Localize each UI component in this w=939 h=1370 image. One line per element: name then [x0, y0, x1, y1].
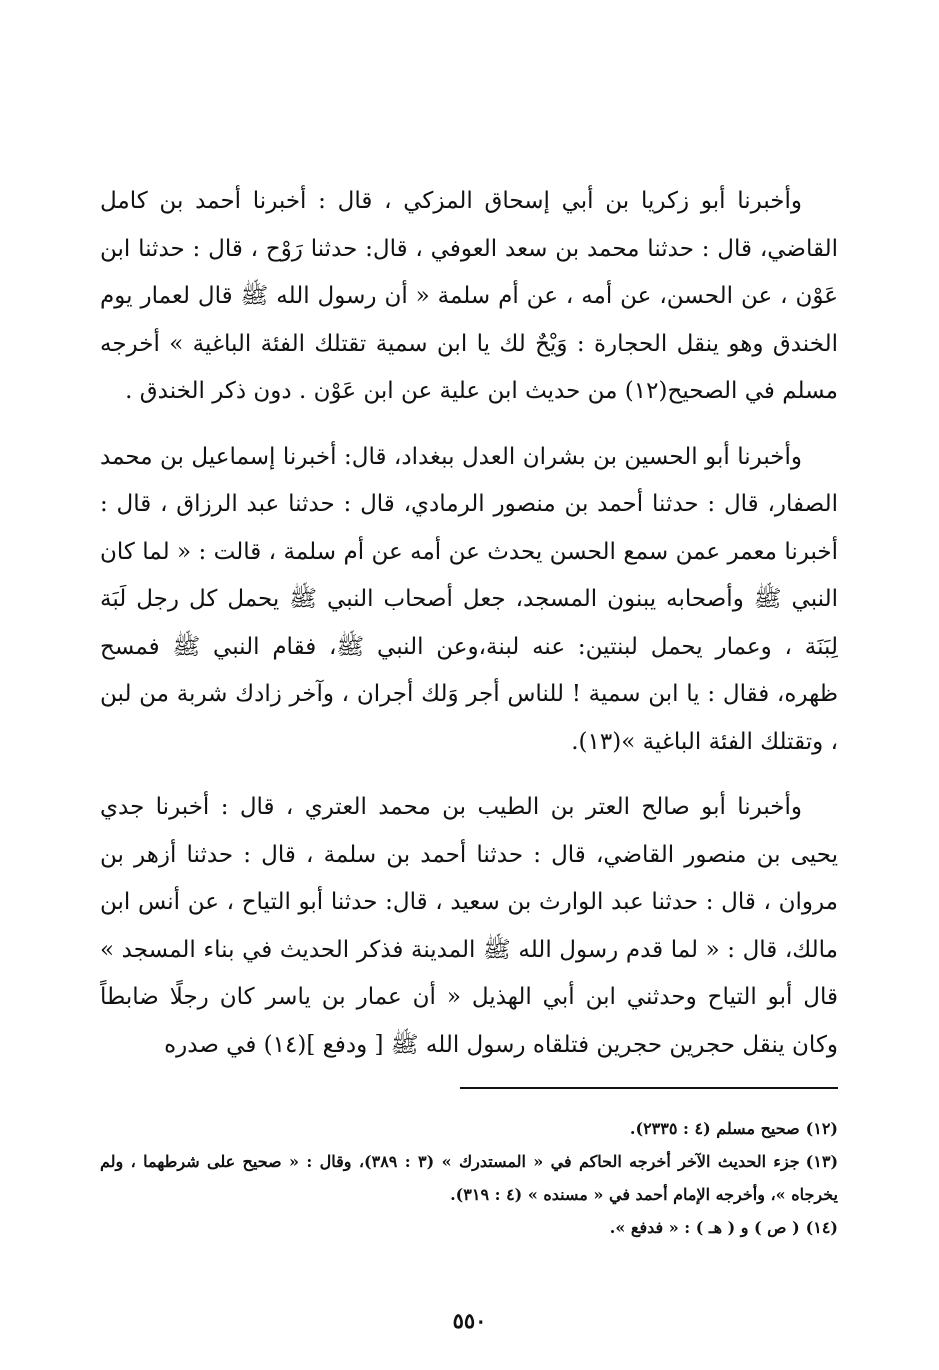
- paragraph-3: وأخبرنا أبو صالح العتر بن الطيب بن محمد العتري ، قال : أخبرنا جدي يحيى بن منصور القاضي، قال : حدثنا أحمد بن سلمة ، قال : حدثنا أزهر بن مروان ، قال : حدثنا عبد الوارث بن سعيد ، قال: حدثنا أبو التياح ، عن أنس ابن مالك، قال : « لما قدم رسول الله ﷺ المدينة فذكر الحديث في بناء المسجد » قال أبو التياح وحدثني ابن أبي الهذيل « أن عمار بن ياسر كان رجلًا ضابطاً وكان ينقل حجرين حجرين فتلقاه رسول الله ﷺ [ ودفع ](١٤) في صدره: [100, 794, 838, 1058]
- main-text-body: [100, 178, 838, 1069]
- footnotes-section: [100, 1112, 838, 1244]
- page-number: ٥٥٠: [452, 1308, 487, 1333]
- footnote-12: [100, 1112, 838, 1145]
- paragraph-2: وأخبرنا أبو الحسين بن بشران العدل ببغداد، قال: أخبرنا إسماعيل بن محمد الصفار، قال : حدثنا أحمد بن منصور الرمادي، قال : حدثنا عبد الرزاق ، قال : أخبرنا معمر عمن سمع الحسن يحدث عن أمه عن أم سلمة ، قالت : « لما كان النبي ﷺ وأصحابه يبنون المسجد، جعل أصحاب النبي ﷺ يحمل كل رجل لَبَة لِبَنَة ، وعمار يحمل لبنتين: عنه لبنة،وعن النبي ﷺ، فقام النبي ﷺ فمسح ظهره، فقال : يا ابن سمية ! للناس أجر وَلك أجران ، وآخر زادك شربة من لبن ، وتقتلك الفئة الباغية »(١٣).: [100, 443, 838, 755]
- footnote-text: جزء الحديث الآخر أخرجه الحاكم في « المستدرك » (٣ : ٣٨٩)، وقال : « صحيح على شرطهما ، ولم يخرجاه »، وأخرجه الإمام أحمد في « مسنده » (٤ : ٣١٩).: [100, 1152, 838, 1204]
- footnote-label: (١٣): [805, 1152, 839, 1171]
- footnote-14: [100, 1211, 838, 1244]
- paragraph-1: وأخبرنا أبو زكريا بن أبي إسحاق المزكي ، قال : أخبرنا أحمد بن كامل القاضي، قال : حدثنا محمد بن سعد العوفي ، قال: حدثنا رَوْح ، قال : حدثنا ابن عَوْن ، عن الحسن، عن أمه ، عن أم سلمة « أن رسول الله ﷺ قال لعمار يوم الخندق وهو ينقل الحجارة : وَيْحٌ لك يا ابن سمية تقتلك الفئة الباغية » أخرجه مسلم في الصحيح(١٢) من حديث ابن علية عن ابن عَوْن . دون ذكر الخندق .: [100, 188, 838, 404]
- footnote-text: ( ص ) و ( هـ ) : « فدفع ».: [609, 1218, 800, 1237]
- footnote-text: صحيح مسلم (٤ : ٢٣٣٥).: [629, 1119, 800, 1138]
- footnote-13: [100, 1145, 838, 1211]
- footnote-label: (١٢): [805, 1119, 838, 1138]
- footnote-label: (١٤): [805, 1218, 838, 1237]
- footnote-separator: [460, 1087, 838, 1089]
